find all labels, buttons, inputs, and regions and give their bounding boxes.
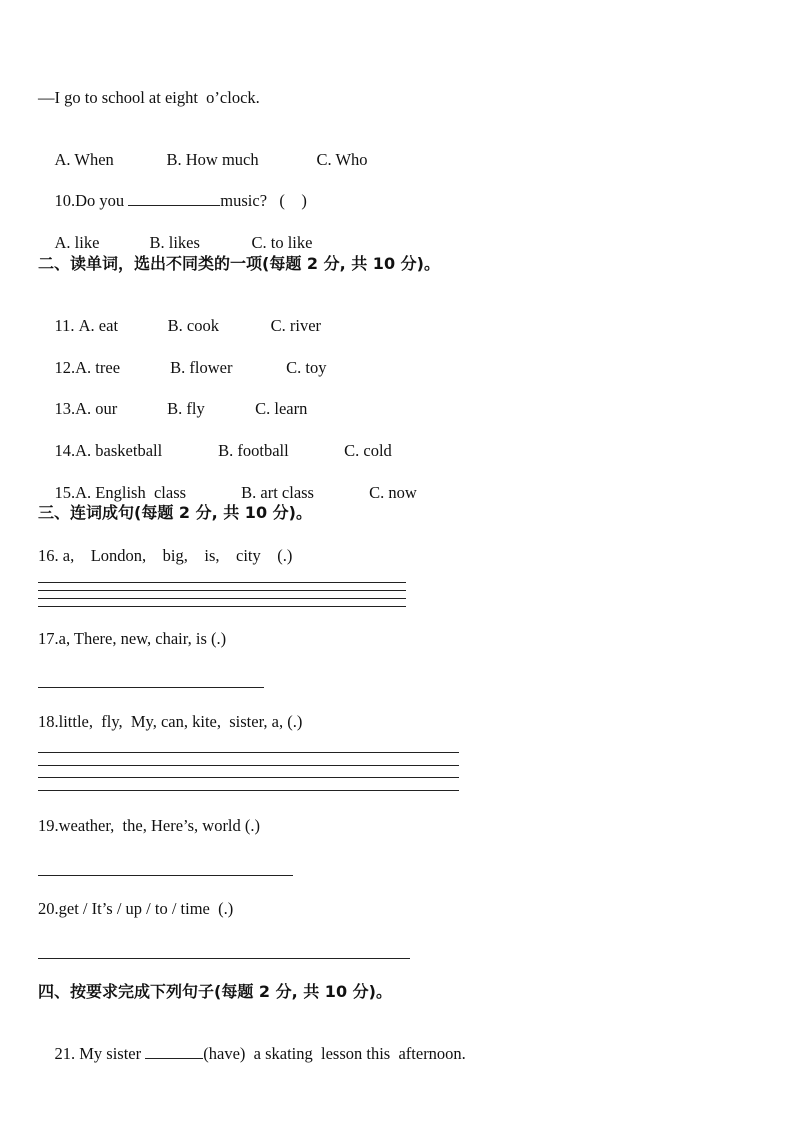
- q10-option-a: A. like: [54, 233, 100, 252]
- q14-option-a: A. basketball: [75, 441, 163, 460]
- q10-text-pre: Do you: [75, 191, 129, 210]
- q9-option-b: B. How much: [166, 150, 259, 169]
- q13-option-b: B. fly: [167, 399, 205, 418]
- q14-number: 14.: [54, 441, 76, 460]
- q21-blank[interactable]: [145, 1044, 203, 1059]
- q13-option-a: A. our: [75, 399, 118, 418]
- section-2-heading: 二、读单词，选出不同类的一项(每题 2 分, 共 10 分)。: [38, 254, 440, 273]
- q14-option-b: B. football: [218, 441, 289, 460]
- q12-number: 12.: [54, 358, 76, 377]
- q9-option-a: A. When: [54, 150, 114, 169]
- q15-option-b: B. art class: [241, 483, 314, 502]
- q17-line: 17.a, There, new, chair, is (.): [38, 629, 227, 648]
- q21-text-pre: 21. My sister: [54, 1044, 146, 1063]
- q15-option-c: C. now: [369, 483, 417, 502]
- q16-line: 16. a, London, big, is, city (.): [38, 546, 293, 565]
- q12-option-c: C. toy: [286, 358, 327, 377]
- q20-answer-line[interactable]: [38, 958, 410, 959]
- q9-option-c: C. Who: [316, 150, 368, 169]
- q15-number: 15.: [54, 483, 76, 502]
- q17-answer-line[interactable]: [38, 687, 264, 688]
- q10-number: 10.: [54, 191, 76, 210]
- q18-answer-line-2[interactable]: [38, 765, 459, 766]
- q20-line: 20.get / It’s / up / to / time (.): [38, 899, 234, 918]
- q16-answer-line-2[interactable]: [38, 590, 406, 591]
- q18-answer-line-1[interactable]: [38, 752, 459, 753]
- q16-answer-line-4[interactable]: [38, 606, 406, 607]
- q18-answer-line-3[interactable]: [38, 777, 459, 778]
- q16-answer-line-1[interactable]: [38, 582, 406, 583]
- q12-option-b: B. flower: [170, 358, 233, 377]
- q10-option-b: B. likes: [149, 233, 200, 252]
- q14-option-c: C. cold: [344, 441, 392, 460]
- q13-option-c: C. learn: [255, 399, 308, 418]
- q9-answer-line: —I go to school at eight o’clock.: [38, 88, 260, 107]
- q11-option-c: C. river: [270, 316, 322, 335]
- q15-option-a: A. English class: [75, 483, 187, 502]
- q18-line: 18.little, fly, My, can, kite, sister, a, (.): [38, 712, 303, 731]
- q18-answer-line-4[interactable]: [38, 790, 459, 791]
- q21-line: [38, 1024, 466, 1084]
- q10-option-c: C. to like: [251, 233, 313, 252]
- q13-number: 13.: [54, 399, 76, 418]
- q11-option-a: A. eat: [78, 316, 119, 335]
- q19-answer-line[interactable]: [38, 875, 293, 876]
- q19-line: 19.weather, the, Here’s, world (.): [38, 816, 261, 835]
- q16-answer-line-3[interactable]: [38, 598, 406, 599]
- q12-option-a: A. tree: [75, 358, 121, 377]
- q10-text-post: music? ( ): [220, 191, 307, 210]
- q11-option-b: B. cook: [167, 316, 219, 335]
- q11-number: 11.: [54, 316, 79, 335]
- section-4-heading: 四、按要求完成下列句子(每题 2 分, 共 10 分)。: [38, 982, 392, 1001]
- q21-text-post: (have) a skating lesson this afternoon.: [203, 1044, 466, 1063]
- section-3-heading: 三、连词成句(每题 2 分, 共 10 分)。: [38, 503, 312, 522]
- q10-blank[interactable]: [128, 191, 220, 206]
